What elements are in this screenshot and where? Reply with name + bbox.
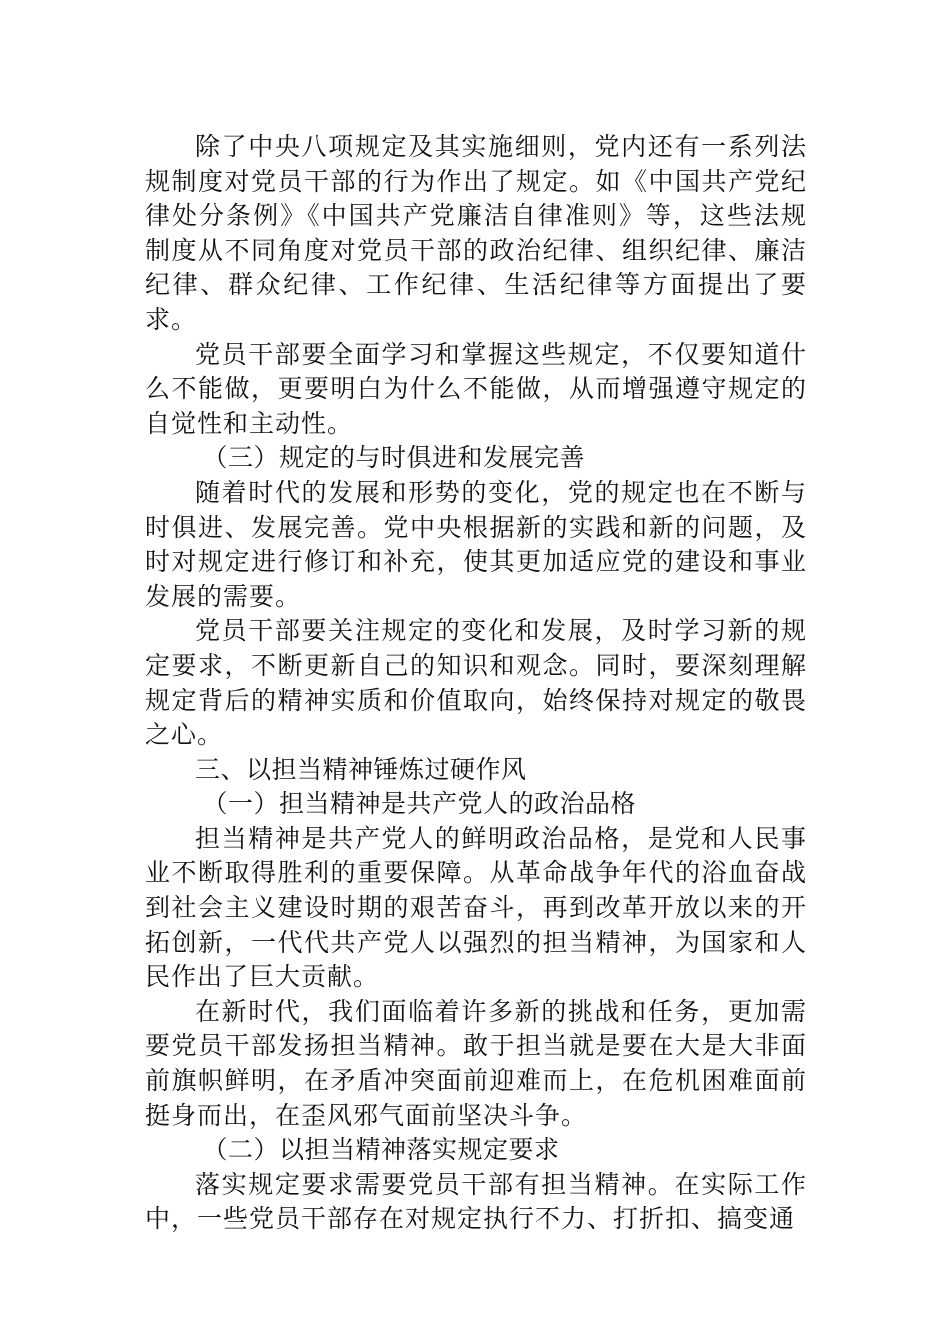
section-heading: 三、以担当精神锤炼过硬作风 bbox=[195, 754, 527, 784]
paragraph: 党员干部要全面学习和掌握这些规定，不仅要知道什么不能做，更要明白为什么不能做，从而增强遵守规定的自觉性和主动性。 bbox=[145, 339, 807, 438]
document-page bbox=[145, 130, 807, 1237]
paragraph: 在新时代，我们面临着许多新的挑战和任务，更加需要党员干部发扬担当精神。敢于担当就是要在大是大非面前旗帜鲜明，在矛盾冲突面前迎难而上，在危机困难面前挺身而出，在歪风邪气面前坚决斗争。 bbox=[145, 996, 807, 1130]
paragraph: 党员干部要关注规定的变化和发展，及时学习新的规定要求，不断更新自己的知识和观念。同时，要深刻理解规定背后的精神实质和价值取向，始终保持对规定的敬畏之心。 bbox=[145, 616, 807, 750]
section-subheading: （二）以担当精神落实规定要求 bbox=[202, 1135, 560, 1165]
section-subheading: （一）担当精神是共产党人的政治品格 bbox=[202, 789, 637, 819]
paragraph: 除了中央八项规定及其实施细则，党内还有一系列法规制度对党员干部的行为作出了规定。如《中国共产党纪律处分条例》《中国共产党廉洁自律准则》等，这些法规制度从不同角度对党员干部的政治纪律、组织纪律、廉洁纪律、群众纪律、工作纪律、生活纪律等方面提出了要求。 bbox=[145, 132, 807, 334]
paragraph: 担当精神是共产党人的鲜明政治品格，是党和人民事业不断取得胜利的重要保障。从革命战争年代的浴血奋战到社会主义建设时期的艰苦奋斗，再到改革开放以来的开拓创新，一代代共产党人以强烈的担当精神，为国家和人民作出了巨大贡献。 bbox=[145, 823, 807, 992]
paragraph: 随着时代的发展和形势的变化，党的规定也在不断与时俱进、发展完善。党中央根据新的实践和新的问题，及时对规定进行修订和补充，使其更加适应党的建设和事业发展的需要。 bbox=[145, 477, 807, 611]
paragraph: 落实规定要求需要党员干部有担当精神。在实际工作中，一些党员干部存在对规定执行不力、打折扣、搞变通 bbox=[145, 1169, 807, 1234]
section-subheading: （三）规定的与时俱进和发展完善 bbox=[202, 443, 586, 473]
